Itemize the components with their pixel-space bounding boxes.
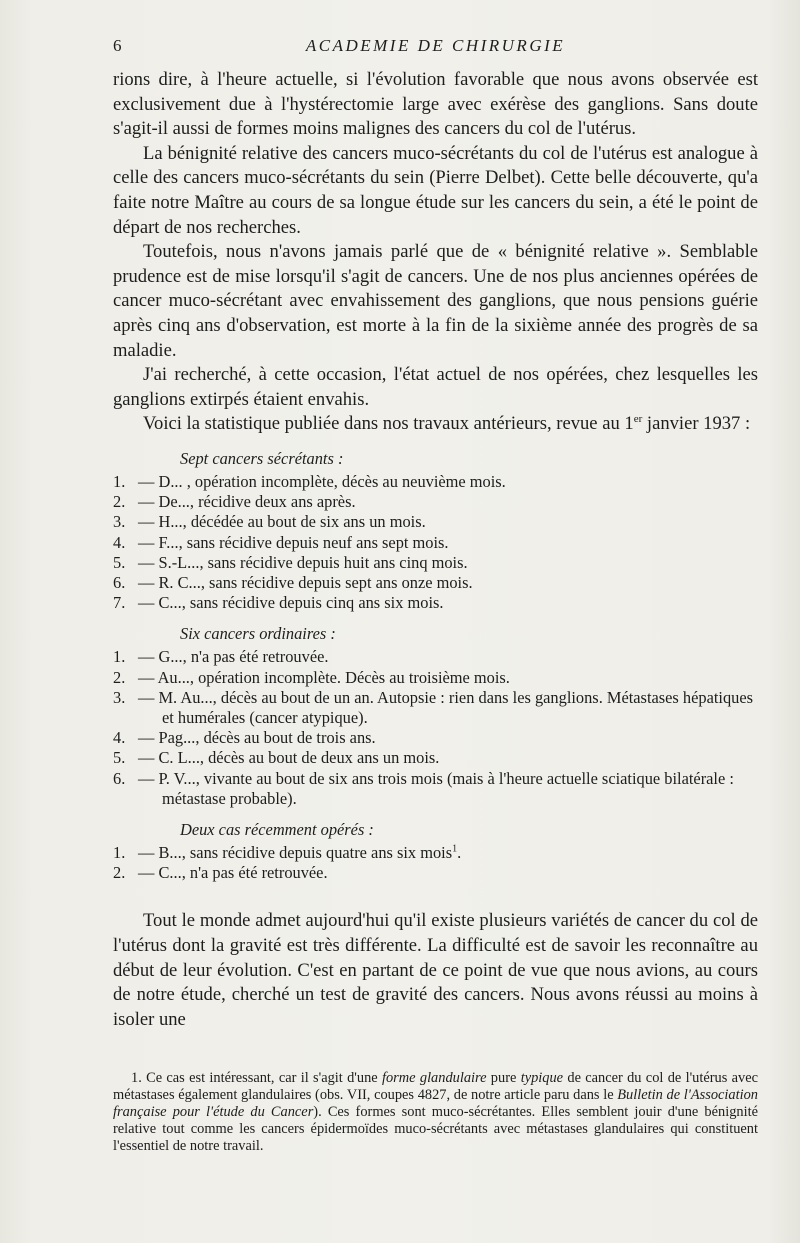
case-number: 1. [113, 471, 126, 491]
statistique-date: janvier 1937 : [642, 413, 751, 435]
case-text-body: — B..., sans récidive depuis quatre ans six mois [138, 842, 453, 862]
list-item [113, 668, 758, 688]
running-title: ACADEMIE DE CHIRURGIE [305, 36, 566, 55]
case-text: — F..., sans récidive depuis neuf ans sept mois. [138, 532, 449, 552]
case-number: 6. [113, 572, 126, 592]
list-item [113, 472, 758, 492]
paragraph-benignite: La bénignité relative des cancers muco-sécrétants du col de l'utérus est analogue à celle des cancers muco-sécrétants du sein (Pierre Delbet). Cette belle découverte, qu'a faite notre Maître au cours de sa longue étude sur les cancers du sein, a été le point de départ de nos recherches. [113, 142, 758, 238]
group-title-recents: Deux cas récemment opérés : [180, 819, 374, 839]
case-text: — R. C..., sans récidive depuis sept ans onze mois. [138, 572, 473, 592]
case-number: 7. [113, 593, 126, 613]
list-item [113, 688, 758, 728]
case-number: 1. [113, 842, 126, 862]
case-number: 4. [113, 728, 126, 748]
case-text: — C..., n'a pas été retrouvée. [138, 863, 328, 883]
list-item [113, 843, 758, 863]
paragraph-toutefois: Toutefois, nous n'avons jamais parlé que de « bénignité relative ». Semblable prudence est de mise lorsqu'il s'agit de cancers. Une de nos plus anciennes opérées de cancer muco-sécrétant avec envahissement des ganglions, que nous pensions guérie après cinq ans d'observation, est morte à la fin de la sixième année des progrès de sa maladie. [113, 241, 758, 361]
case-number: 2. [113, 863, 126, 883]
case-text [138, 843, 758, 863]
group-title-secretants: Sept cancers sécrétants : [180, 448, 344, 468]
list-item [113, 748, 758, 768]
case-number: 5. [113, 748, 126, 768]
case-text: — Au..., opération incomplète. Décès au troisième mois. [138, 667, 510, 687]
list-item [113, 769, 758, 809]
case-text: — De..., récidive deux ans après. [138, 492, 356, 512]
footnote-1 [113, 1070, 758, 1155]
case-text-end: . [457, 842, 462, 862]
case-number: 5. [113, 552, 126, 572]
case-text: — H..., décédée au bout de six ans un mois. [138, 512, 426, 532]
case-text: — D... , opération incomplète, décès au neuvième mois. [138, 471, 506, 491]
case-text: — G..., n'a pas été retrouvée. [138, 647, 329, 667]
page-number: 6 [113, 36, 122, 55]
statistique-text: Voici la statistique publiée dans nos travaux antérieurs, revue au 1 [143, 413, 634, 435]
ordinal-superscript: er [633, 413, 643, 426]
case-number: 4. [113, 532, 126, 552]
footnote-italic: forme glandulaire [381, 1070, 487, 1086]
list-item [113, 492, 758, 512]
case-number: 3. [113, 687, 126, 707]
case-text: — M. Au..., décès au bout de un an. Autopsie : rien dans les ganglions. Métastases hépatiques et humérales (cancer atypique). [138, 687, 753, 727]
list-item [113, 593, 758, 613]
case-number: 2. [113, 492, 126, 512]
case-number: 3. [113, 512, 126, 532]
case-text: — P. V..., vivante au bout de six ans trois mois (mais à l'heure actuelle sciatique bilatérale : métastase probable). [138, 768, 734, 808]
list-item [113, 863, 758, 883]
footnote-text: Ce cas est intéressant, car il s'agit d'une [141, 1070, 382, 1086]
list-item [113, 512, 758, 532]
case-number: 2. [113, 667, 126, 687]
paragraph-statistique [113, 412, 758, 437]
paragraph-recherche: J'ai recherché, à cette occasion, l'état actuel de nos opérées, chez lesquelles les ganglions extirpés étaient envahis. [113, 364, 758, 410]
case-text: — C..., sans récidive depuis cinq ans six mois. [138, 593, 444, 613]
footnotes [113, 1070, 758, 1155]
footnote-mark: 1. [131, 1070, 142, 1086]
paragraph-varietes: Tout le monde admet aujourd'hui qu'il existe plusieurs variétés de cancer du col de l'utérus dont la gravité est très différente. La difficulté est de savoir les reconnaître au début de leur évolution. C'est en partant de ce point de vue que nous avions, au cours de notre étude, cherché un test de gravité des cancers. Nous avons réussi au moins à isoler une [113, 910, 758, 1030]
list-item [113, 573, 758, 593]
case-text: — C. L..., décès au bout de deux ans un mois. [138, 748, 440, 768]
footnote-bulletin-title: Bulletin de l'Association française pour l'étude du Cancer [113, 1087, 758, 1120]
case-number: 6. [113, 768, 126, 788]
page-header [113, 36, 758, 58]
list-item [113, 533, 758, 553]
paragraph-continuation: rions dire, à l'heure actuelle, si l'évolution favorable que nous avons observée est exclusivement due à l'hystérectomie large avec exérèse des ganglions. Sans doute s'agit-il aussi de formes moins malignes des cancers du col de l'utérus. [113, 69, 758, 140]
list-item [113, 728, 758, 748]
footnote-reference: 1 [452, 843, 458, 855]
case-list-recents [113, 843, 758, 883]
footnote-text: ). Ces formes sont muco-sécrétantes. Elles semblent jouir d'une bénignité relative tout comme les cancers épidermoïdes muco-sécrétants avec métastases glandulaires qui constituent l'essentiel de notre travail. [113, 1104, 758, 1154]
case-text: — Pag..., décès au bout de trois ans. [138, 728, 376, 748]
case-list-ordinaires [113, 647, 758, 809]
case-number: 1. [113, 647, 126, 667]
case-text: — S.-L..., sans récidive depuis huit ans cinq mois. [138, 552, 468, 572]
footnote-text: pure [486, 1070, 521, 1086]
footnote-text: de cancer du col de l'utérus avec métastases également glandulaires (obs. VII, coupes 4827, de notre article paru dans le [113, 1070, 759, 1103]
body-text [113, 68, 758, 1032]
footnote-italic: typique [520, 1070, 564, 1086]
case-list-secretants [113, 472, 758, 613]
list-item [113, 647, 758, 667]
list-item [113, 553, 758, 573]
statistics-block [113, 448, 758, 883]
group-title-ordinaires: Six cancers ordinaires : [180, 624, 336, 644]
